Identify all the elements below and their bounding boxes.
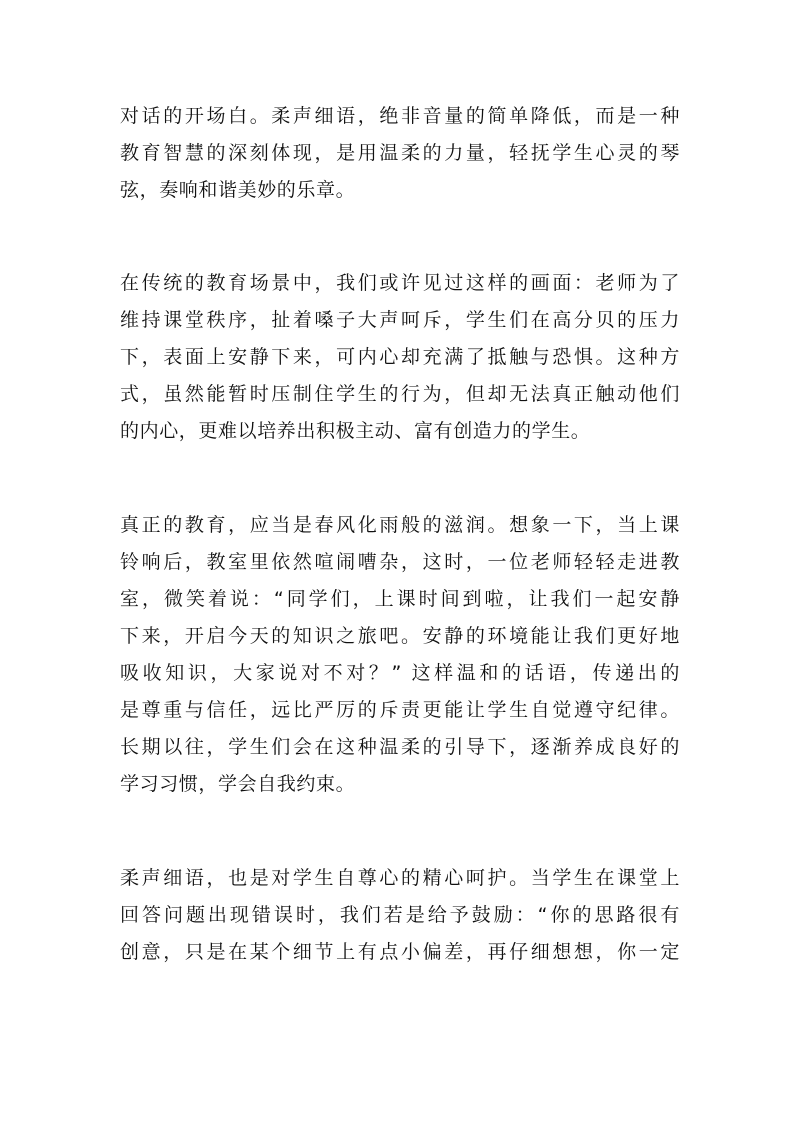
text-line: 式，虽然能暂时压制住学生的行为，但却无法真正触动他们 — [120, 383, 680, 405]
paragraph-2 — [120, 265, 680, 450]
text-line: 对话的开场白。柔声细语，绝非音量的简单降低，而是一种 — [120, 105, 680, 127]
text-line: 教育智慧的深刻体现，是用温柔的力量，轻抚学生心灵的琴 — [120, 142, 680, 164]
text-line: 学习习惯，学会自我约束。 — [120, 773, 356, 795]
text-line: 回答问题出现错误时，我们若是给予鼓励：“你的思路很有 — [120, 904, 680, 926]
paragraph-4 — [120, 860, 680, 971]
paragraph-1 — [120, 98, 680, 209]
text-line: 室，微笑着说：“同学们，上课时间到啦，让我们一起安静 — [120, 588, 680, 610]
text-line: 创意，只是在某个细节上有点小偏差，再仔细想想，你一定 — [120, 941, 680, 963]
text-line: 维持课堂秩序，扯着嗓子大声呵斥，学生们在高分贝的压力 — [120, 309, 680, 331]
text-line: 的内心，更难以培养出积极主动、富有创造力的学生。 — [120, 420, 591, 442]
text-line: 柔声细语，也是对学生自尊心的精心呵护。当学生在课堂上 — [120, 867, 680, 889]
text-line: 真正的教育，应当是春风化雨般的滋润。想象一下，当上课 — [120, 514, 680, 536]
text-line: 下来，开启今天的知识之旅吧。安静的环境能让我们更好地 — [120, 625, 680, 647]
paragraph-3 — [120, 507, 680, 803]
text-line: 在传统的教育场景中，我们或许见过这样的画面：老师为了 — [120, 272, 680, 294]
text-line: 是尊重与信任，远比严厉的斥责更能让学生自觉遵守纪律。 — [120, 699, 680, 721]
text-line: 铃响后，教室里依然喧闹嘈杂，这时，一位老师轻轻走进教 — [120, 551, 680, 573]
text-line: 下，表面上安静下来，可内心却充满了抵触与恐惧。这种方 — [120, 346, 680, 368]
text-line: 长期以往，学生们会在这种温柔的引导下，逐渐养成良好的 — [120, 736, 680, 758]
text-line: 吸收知识，大家说对不对？” 这样温和的话语，传递出的 — [120, 662, 680, 684]
text-line: 弦，奏响和谐美妙的乐章。 — [120, 179, 356, 201]
